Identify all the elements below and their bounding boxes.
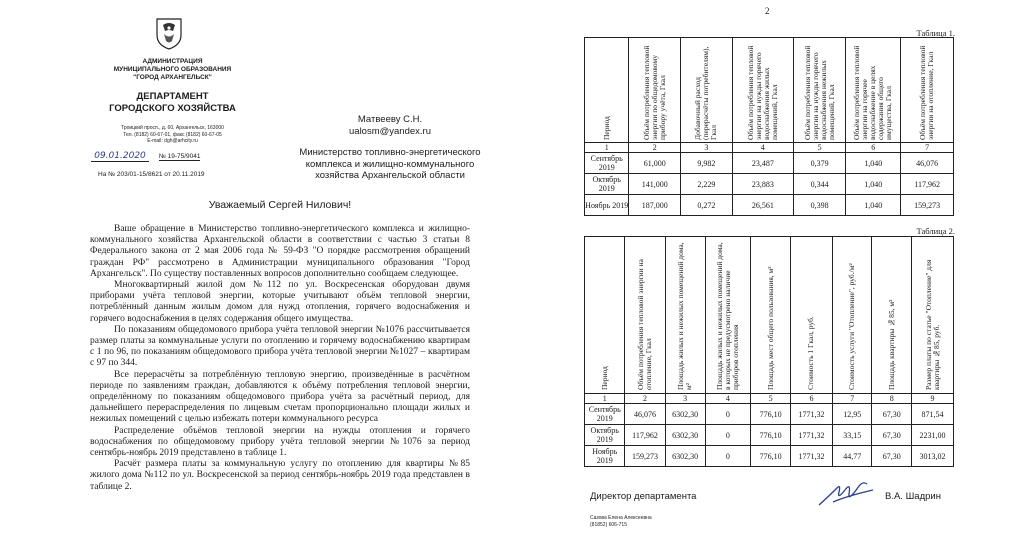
table-cell: Сентябрь 2019 bbox=[585, 153, 629, 174]
table-cell: 2231,00 bbox=[912, 425, 954, 446]
table-cell: Ноябрь 2019 bbox=[585, 446, 625, 467]
table-cell: 0,344 bbox=[794, 174, 846, 195]
signatory-position: Директор департамента bbox=[590, 491, 697, 502]
table-cell: 0,272 bbox=[681, 195, 733, 216]
table-cell: 23,883 bbox=[732, 174, 793, 195]
table-cell: 141,000 bbox=[629, 174, 681, 195]
table-cell: Октябрь 2019 bbox=[585, 174, 629, 195]
paragraph-6: Расчёт размера платы за коммунальную услугу по отоплению для квартиры №85 жилого дома №112 по ул. Воскресенской за период сентябрь-ноябрь 2019 года представлен в таблице 2. bbox=[90, 459, 470, 492]
table2-header-cell: Объём потребления тепловой энергии на отопление, Гкал bbox=[625, 237, 665, 394]
table-cell: 0,379 bbox=[794, 153, 846, 174]
table2-header-cell: Стоимость услуги "Отопление", руб./м² bbox=[832, 237, 872, 394]
table-cell: Сентябрь 2019 bbox=[585, 404, 625, 425]
table-cell: 3013,02 bbox=[912, 446, 954, 467]
table-cell: 4 bbox=[732, 143, 793, 153]
coat-of-arms-emblem bbox=[155, 17, 183, 50]
table-cell: Октябрь 2019 bbox=[585, 425, 625, 446]
table-cell: 6 bbox=[846, 143, 901, 153]
table-cell: 6302,30 bbox=[665, 446, 705, 467]
table1-header-cell: Период bbox=[585, 38, 629, 143]
org-line-3: "ГОРОД АРХАНГЕЛЬСК" bbox=[133, 74, 212, 81]
dept-line-2: ГОРОДСКОГО ХОЗЯЙСТВА bbox=[109, 103, 236, 114]
table-row bbox=[585, 425, 954, 446]
table-cell: 7 bbox=[901, 143, 954, 153]
table-cell: 26,561 bbox=[732, 195, 793, 216]
page-number: 2 bbox=[765, 6, 770, 16]
table-cell: 117,962 bbox=[625, 425, 665, 446]
table-cell: 9 bbox=[912, 394, 954, 404]
org-line-1: АДМИНИСТРАЦИЯ bbox=[142, 58, 203, 65]
table-cell: 159,273 bbox=[625, 446, 665, 467]
table2-header-cell: Площадь жилых и нежилых помещений дома, в которых не предусмотрено наличие приборов отопления bbox=[705, 237, 751, 394]
table-row bbox=[585, 174, 954, 195]
table-cell: 3 bbox=[665, 394, 705, 404]
table2-header-row bbox=[585, 237, 954, 394]
signatory-name: В.А. Шадрин bbox=[885, 491, 941, 502]
table-cell: 159,273 bbox=[901, 195, 954, 216]
table-row bbox=[585, 404, 954, 425]
table-cell: 5 bbox=[794, 143, 846, 153]
table2-header-cell: Стоимость 1 Гкал, руб. bbox=[790, 237, 832, 394]
paragraph-5: Распределение объёмов тепловой энергии на нужды отопления и горячего водоснабжения по общедомовому прибору учёта тепловой энергии №1076 за период сентябрь-ноябрь 2019 представлено в таблице 1. bbox=[90, 425, 470, 459]
table1-header-cell: Объём потребления тепловой энергии на нужды горячего водоснабжения нежилых помещений, Гкал bbox=[794, 38, 846, 143]
table-cell: 5 bbox=[751, 394, 791, 404]
department-address bbox=[100, 125, 245, 145]
table2-header-cell: Площадь мест общего пользования, м² bbox=[751, 237, 791, 394]
paragraph-4: Все перерасчёты за потреблённую тепловую энергию, произведённые в расчётном периоде по заявлениям граждан, добавляются к объёму потребления тепловой энергии, определённому по показаниям общедомового прибора учёта за расчётный период, для дальнейшего перераспределения по лицевым счетам пропорционально площади жилых и нежилых помещений с целью избежать потери коммунального ресурса bbox=[90, 369, 470, 425]
table2-caption: Таблица 2. bbox=[916, 226, 955, 236]
table-row bbox=[585, 195, 954, 216]
table-cell: 23,487 bbox=[732, 153, 793, 174]
table-cell: 2 bbox=[629, 143, 681, 153]
table-cell: 0,398 bbox=[794, 195, 846, 216]
table-cell: 7 bbox=[832, 394, 872, 404]
handwritten-signature bbox=[815, 478, 877, 508]
table-cell: Ноябрь 2019 bbox=[585, 195, 629, 216]
table-2 bbox=[584, 236, 954, 467]
table-cell: 33,15 bbox=[832, 425, 872, 446]
table-cell: 46,076 bbox=[901, 153, 954, 174]
table-cell: 0 bbox=[705, 404, 751, 425]
table-cell: 2,229 bbox=[681, 174, 733, 195]
table-cell: 871,54 bbox=[912, 404, 954, 425]
table-cell: 61,000 bbox=[629, 153, 681, 174]
table-cell: 3 bbox=[681, 143, 733, 153]
table1-header-cell: Объём потребления тепловой энергии на нужды горячего водоснабжения жилых помещений, Гкал bbox=[732, 38, 793, 143]
executor-block bbox=[590, 515, 652, 529]
letter-body bbox=[90, 224, 470, 493]
paragraph-2: Многоквартирный жилой дом №112 по ул. Воскресенская оборудован двумя приборами учёта тепловой энергии, которые учитывают объём тепловой энергии, потреблённый данным жилым домом для нужд отопления, горячего водоснабжения и горячего водоснабжения в целях содержания общего имущества. bbox=[90, 280, 470, 324]
table2-header-cell: Размер платы по статье "Отопление" для квартиры №85, руб. bbox=[912, 237, 954, 394]
outgoing-date: 09.01.2020 bbox=[91, 151, 149, 162]
executor-name: Сазова Елена Алексеевна bbox=[590, 515, 652, 521]
copy-line-3: хозяйства Архангельской области bbox=[315, 170, 465, 181]
table-cell: 67,30 bbox=[872, 404, 912, 425]
copy-line-1: Министерство топливно-энергетического bbox=[299, 147, 481, 158]
table-1 bbox=[584, 37, 954, 216]
table-cell: 67,30 bbox=[872, 446, 912, 467]
table1-header-cell: Объём потребления тепловой энергии на горячее водоснабжение в целях содержания общего имущества, Гкал bbox=[846, 38, 901, 143]
table-cell: 4 bbox=[705, 394, 751, 404]
dept-line-1: ДЕПАРТАМЕНТ bbox=[136, 91, 209, 102]
table-cell: 12,95 bbox=[832, 404, 872, 425]
table2-header-cell: Период bbox=[585, 237, 625, 394]
outgoing-number: № 19-75/9041 bbox=[158, 153, 201, 160]
table-cell: 1771,32 bbox=[790, 425, 832, 446]
table-cell: 117,962 bbox=[901, 174, 954, 195]
table-cell: 2 bbox=[625, 394, 665, 404]
table-cell: 0 bbox=[705, 446, 751, 467]
table-cell: 1,040 bbox=[846, 195, 901, 216]
paragraph-3: По показаниям общедомового прибора учёта тепловой энергии №1076 рассчитывается размер платы за коммунальные услуги по отоплению и горячему водоснабжению квартирам с 1 по 96, по показаниям общедомового прибора учёта тепловой энергии №1027 – квартирам с 97 по 344. bbox=[90, 324, 470, 369]
table-cell: 0 bbox=[705, 425, 751, 446]
table-cell: 776,10 bbox=[751, 425, 791, 446]
table-cell: 776,10 bbox=[751, 404, 791, 425]
table-cell: 67,30 bbox=[872, 425, 912, 446]
executor-phone: (81852) 606-715 bbox=[590, 522, 627, 528]
table-row bbox=[585, 446, 954, 467]
table1-header-cell: Объём потребления тепловой энергии по общедомовому прибору учёта, Гкал bbox=[629, 38, 681, 143]
table-cell: 9,982 bbox=[681, 153, 733, 174]
table-cell: 6302,30 bbox=[665, 404, 705, 425]
table2-header-cell: Площадь квартиры №85, м² bbox=[872, 237, 912, 394]
outgoing-registration bbox=[91, 151, 261, 162]
table1-header-row bbox=[585, 38, 954, 143]
table-cell: 1771,32 bbox=[790, 446, 832, 467]
copy-line-2: комплекса и жилищно-коммунального bbox=[305, 158, 475, 170]
administration-header bbox=[100, 58, 245, 82]
table-cell: 187,000 bbox=[629, 195, 681, 216]
recipient-block bbox=[295, 114, 485, 182]
address-line-2: Тел. (8182) 60-67-01, факс (8182) 60-67-05 bbox=[123, 131, 222, 138]
table1-header-cell: Объём потребления тепловой энергии на отопление, Гкал bbox=[901, 38, 954, 143]
address-line-1: Троицкий просп., д. 60, Архангельск, 163000 bbox=[121, 125, 224, 131]
salutation: Уважаемый Сергей Нилович! bbox=[208, 199, 352, 211]
table-cell: 46,076 bbox=[625, 404, 665, 425]
table-cell: 1 bbox=[585, 143, 629, 153]
table-cell: 1,040 bbox=[846, 174, 901, 195]
table-cell: 8 bbox=[872, 394, 912, 404]
paragraph-1: Ваше обращение в Министерство топливно-энергетического комплекса и жилищно-коммунального хозяйства Архангельской области в соответствии с частью 3 статьи 8 Федерального закона от 2 мая 2006 года № 59-ФЗ "О порядке рассмотрения обращений граждан РФ" рассмотрено в Администрации муниципального образования "Город Архангельск". По существу поставленных вопросов дополнительно сообщаем следующее. bbox=[90, 224, 470, 279]
table-cell: 1 bbox=[585, 394, 625, 404]
department-header bbox=[100, 91, 245, 115]
table2-number-row bbox=[585, 394, 954, 404]
table-cell: 6302,30 bbox=[665, 425, 705, 446]
org-line-2: МУНИЦИПАЛЬНОГО ОБРАЗОВАНИЯ bbox=[113, 66, 232, 73]
table1-number-row bbox=[585, 143, 954, 153]
recipient-email[interactable]: ualosm@yandex.ru bbox=[349, 125, 431, 137]
recipient-name: Матвееву С.Н. bbox=[357, 114, 423, 125]
table2-header-cell: Площадь жилых и нежилых помещений дома, м² bbox=[665, 237, 705, 394]
table1-caption: Таблица 1. bbox=[916, 28, 955, 38]
table-cell: 776,10 bbox=[751, 446, 791, 467]
table-row bbox=[585, 153, 954, 174]
table-cell: 1771,32 bbox=[790, 404, 832, 425]
reference-line: На № 203/01-15/8621 от 20.11.2019 bbox=[98, 171, 205, 178]
table-cell: 1,040 bbox=[846, 153, 901, 174]
table1-header-cell: Добавочный расход (перерасчёты потребителям), Гкал bbox=[681, 38, 733, 143]
address-line-3: E-mail: dgh@arhcity.ru bbox=[147, 138, 198, 144]
table-cell: 44,77 bbox=[832, 446, 872, 467]
table-cell: 6 bbox=[790, 394, 832, 404]
